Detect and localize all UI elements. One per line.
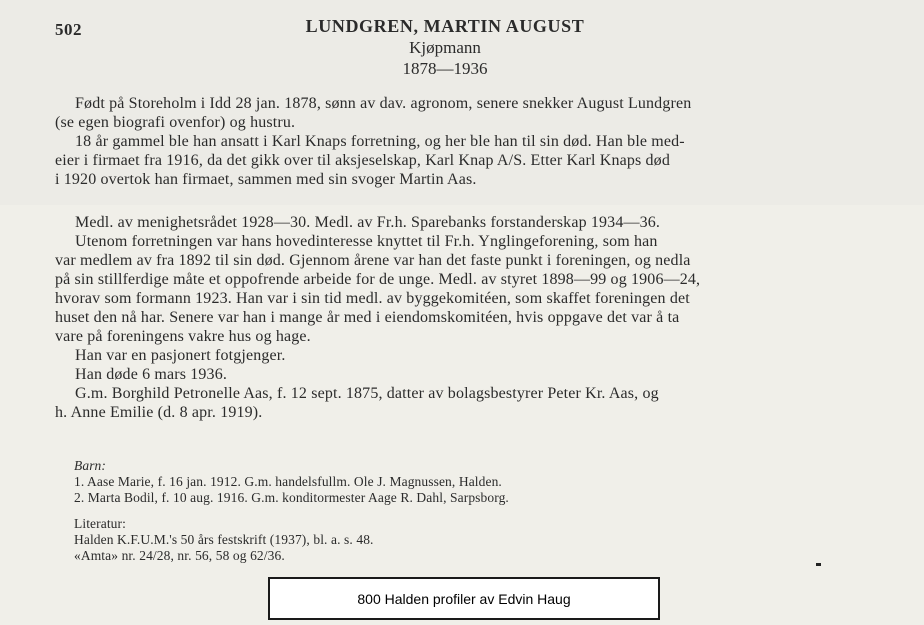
biography-header xyxy=(280,16,610,79)
text-line: Han døde 6 mars 1936. xyxy=(75,366,228,383)
scan-speck xyxy=(816,563,821,566)
list-item: 1. Aase Marie, f. 16 jan. 1912. G.m. handelsfullm. Ole J. Magnussen, Halden. xyxy=(74,474,502,489)
text-line: G.m. Borghild Petronelle Aas, f. 12 sept. 1875, datter av bolagsbestyrer Peter Kr. Aas, og xyxy=(75,385,659,402)
person-occupation: Kjøpmann xyxy=(409,38,481,57)
children-heading: Barn: xyxy=(74,458,106,473)
text-line: 18 år gammel ble han ansatt i Karl Knaps forretning, og her ble han til sin død. Han ble med- xyxy=(75,133,685,150)
list-item: «Amta» nr. 24/28, nr. 56, 58 og 62/36. xyxy=(74,548,285,563)
list-item: Halden K.F.U.M.'s 50 års festskrift (1937), bl. a. s. 48. xyxy=(74,532,374,547)
children-section xyxy=(74,458,774,506)
text-line: Medl. av menighetsrådet 1928—30. Medl. av Fr.h. Sparebanks forstanderskap 1934—36. xyxy=(75,214,661,231)
text-line: vare på foreningens vakre hus og hage. xyxy=(55,328,311,345)
text-line: Han var en pasjonert fotgjenger. xyxy=(75,347,286,364)
literature-heading: Literatur: xyxy=(74,516,126,531)
text-line: hvorav som formann 1923. Han var i sin tid medl. av byggekomitéen, som skaffet foreningen det xyxy=(55,290,690,307)
person-name: LUNDGREN, MARTIN AUGUST xyxy=(305,16,585,36)
text-line: på sin stillferdige måte et oppofrende arbeide for de unge. Medl. av styret 1898—99 og 1906—24, xyxy=(55,271,701,288)
text-line: h. Anne Emilie (d. 8 apr. 1919). xyxy=(55,404,263,421)
list-item: 2. Marta Bodil, f. 10 aug. 1916. G.m. konditormester Aage R. Dahl, Sarpsborg. xyxy=(74,490,509,505)
text-line: huset den nå har. Senere var han i mange år med i eiendomskomitéen, hvis oppgave det var å ta xyxy=(55,309,680,326)
caption-text: 800 Halden profiler av Edvin Haug xyxy=(357,590,571,607)
person-years: 1878—1936 xyxy=(402,59,488,78)
text-line: eier i firmaet fra 1916, da det gikk over til aksjeselskap, Karl Knap A/S. Etter Karl Knaps død xyxy=(55,152,670,169)
literature-section xyxy=(74,516,774,564)
text-line: (se egen biografi ovenfor) og hustru. xyxy=(55,114,296,131)
text-line: i 1920 overtok han firmaet, sammen med sin svoger Martin Aas. xyxy=(55,171,477,188)
text-line: Født på Storeholm i Idd 28 jan. 1878, sønn av dav. agronom, senere snekker August Lundgren xyxy=(75,95,692,112)
page-number: 502 xyxy=(55,20,82,39)
text-line: var medlem av fra 1892 til sin død. Gjennom årene var han det faste punkt i foreningen, og nedla xyxy=(55,252,691,269)
biography-paragraph-activities xyxy=(55,213,915,422)
text-line: Utenom forretningen var hans hovedinteresse knyttet til Fr.h. Ynglingeforening, som han xyxy=(75,233,658,250)
caption-box xyxy=(268,577,660,620)
biography-paragraph-early-life xyxy=(55,94,915,189)
